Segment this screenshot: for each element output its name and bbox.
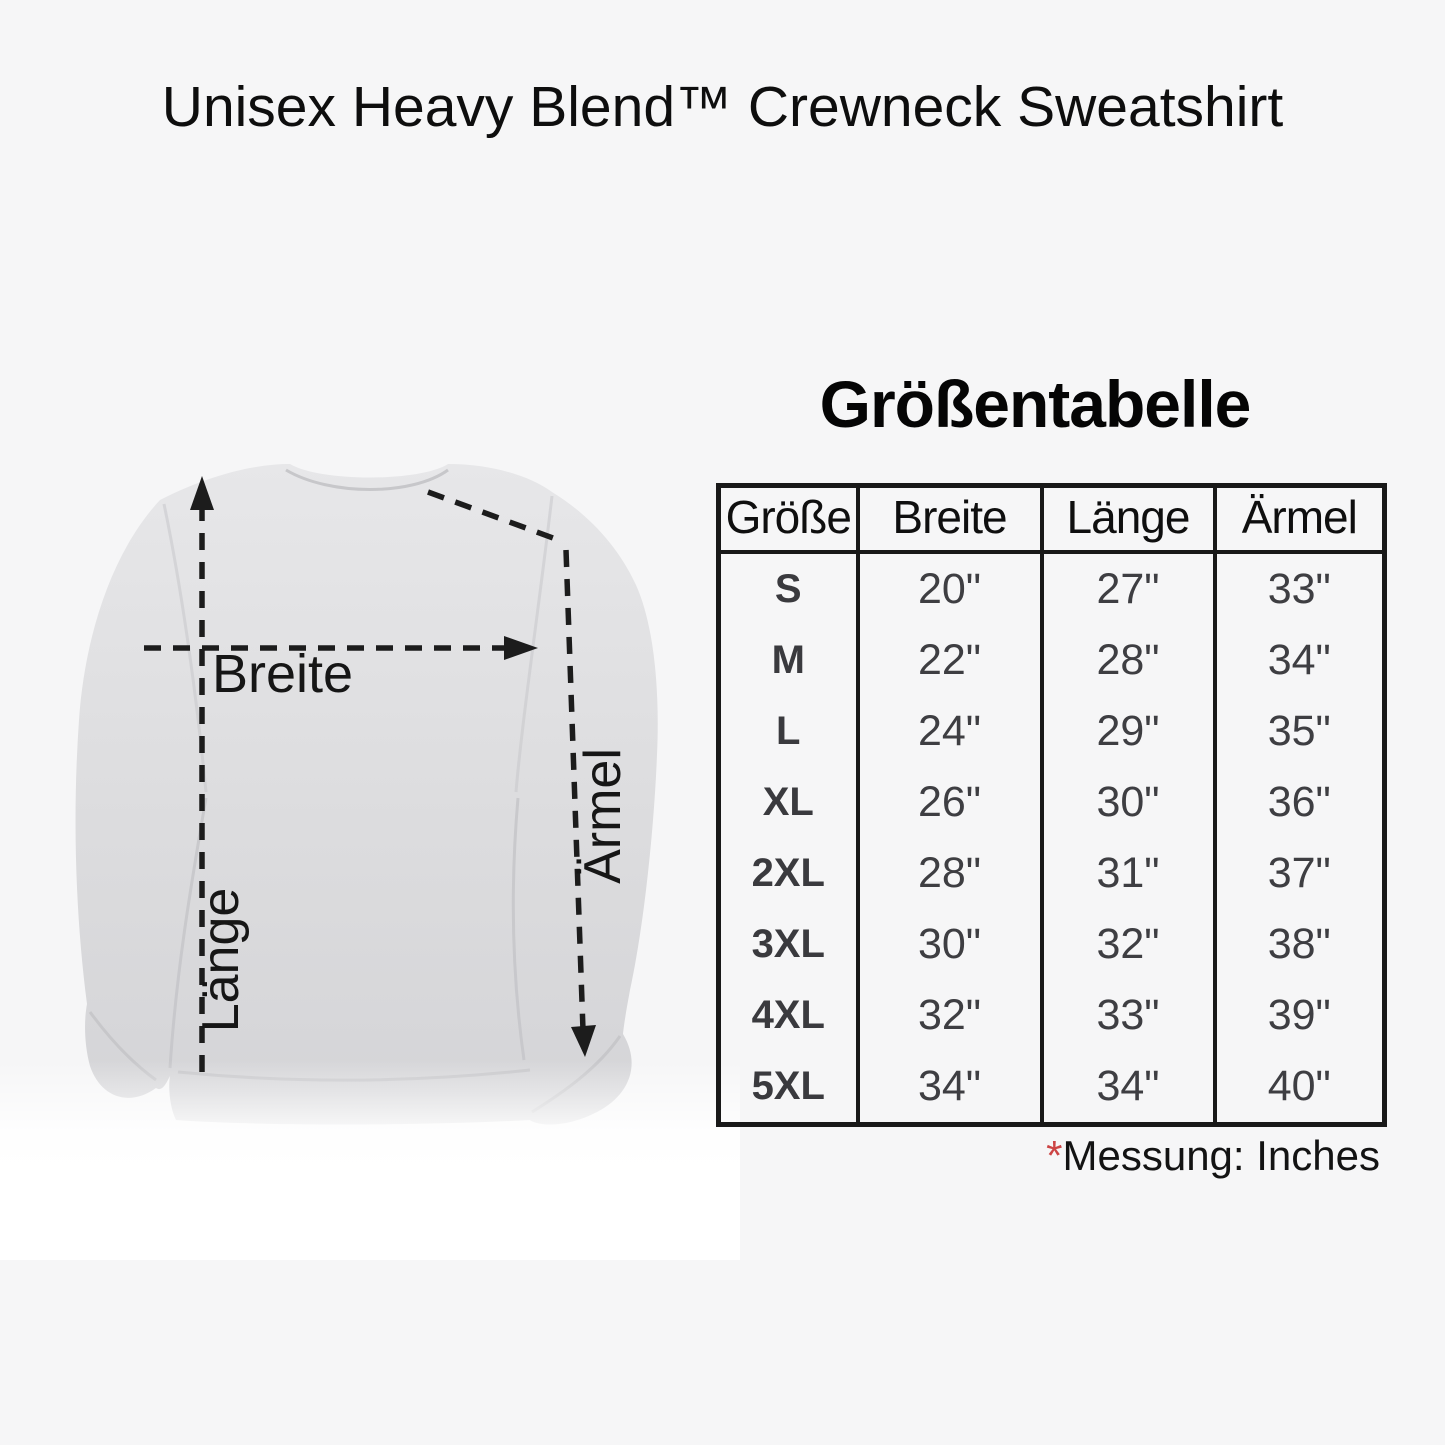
value-cell: 34"	[858, 1051, 1042, 1125]
footnote-text: Messung: Inches	[1062, 1132, 1380, 1179]
sleeve-label: Ärmel	[574, 748, 632, 884]
value-cell: 36"	[1215, 767, 1385, 838]
value-cell: 40"	[1215, 1051, 1385, 1125]
size-cell: XL	[762, 780, 814, 824]
value-cell: 32"	[1042, 909, 1215, 980]
value-cell: 39"	[1215, 980, 1385, 1051]
value-cell: 30"	[858, 909, 1042, 980]
sweatshirt-diagram	[0, 420, 740, 1260]
column-header-laenge: Länge	[1042, 486, 1215, 553]
table-row	[719, 696, 1385, 767]
table-row	[719, 552, 1385, 625]
value-cell: 24"	[858, 696, 1042, 767]
table-row	[719, 767, 1385, 838]
value-cell: 33"	[1042, 980, 1215, 1051]
value-cell: 35"	[1215, 696, 1385, 767]
table-row	[719, 625, 1385, 696]
photo-white-fade	[0, 1060, 740, 1260]
size-cell: S	[774, 567, 802, 611]
value-cell: 27"	[1042, 552, 1215, 625]
value-cell: 32"	[858, 980, 1042, 1051]
length-label: Länge	[192, 887, 250, 1033]
size-cell: 2XL	[751, 851, 825, 895]
table-row	[719, 909, 1385, 980]
size-chart-title: Größentabelle	[819, 367, 1251, 441]
value-cell: 22"	[858, 625, 1042, 696]
table-row	[719, 1051, 1385, 1125]
column-header-aermel: Ärmel	[1215, 486, 1385, 553]
size-cell: 5XL	[751, 1064, 825, 1108]
value-cell: 38"	[1215, 909, 1385, 980]
value-cell: 37"	[1215, 838, 1385, 909]
size-cell: M	[771, 638, 805, 682]
table-row	[719, 838, 1385, 909]
size-cell: 4XL	[751, 993, 825, 1037]
size-cell: 3XL	[751, 922, 825, 966]
table-header-row	[719, 486, 1385, 553]
column-header-groesse: Größe	[719, 486, 858, 553]
value-cell: 34"	[1042, 1051, 1215, 1125]
column-header-breite: Breite	[858, 486, 1042, 553]
value-cell: 33"	[1215, 552, 1385, 625]
size-table	[716, 483, 1387, 1127]
width-label: Breite	[212, 644, 354, 704]
sweatshirt-body	[76, 464, 658, 1125]
value-cell: 28"	[1042, 625, 1215, 696]
value-cell: 31"	[1042, 838, 1215, 909]
value-cell: 34"	[1215, 625, 1385, 696]
value-cell: 26"	[858, 767, 1042, 838]
measurement-footnote	[716, 1132, 1380, 1180]
value-cell: 20"	[858, 552, 1042, 625]
table-row	[719, 980, 1385, 1051]
size-cell: L	[776, 709, 801, 753]
footnote-asterisk: *	[1046, 1132, 1063, 1179]
page-title: Unisex Heavy Blend™ Crewneck Sweatshirt	[161, 75, 1284, 139]
value-cell: 29"	[1042, 696, 1215, 767]
value-cell: 28"	[858, 838, 1042, 909]
value-cell: 30"	[1042, 767, 1215, 838]
